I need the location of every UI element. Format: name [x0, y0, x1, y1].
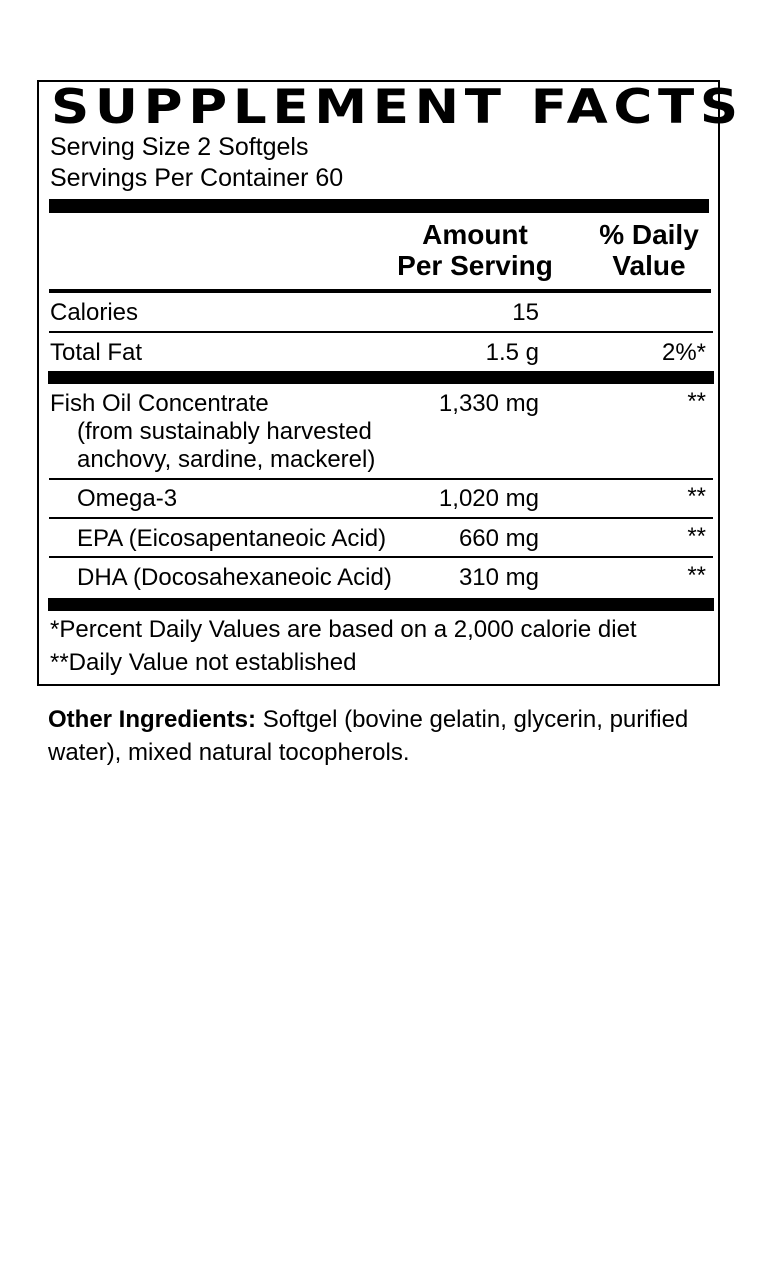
row-omega3-dv: ** [687, 483, 706, 510]
daily-value-header [584, 219, 714, 281]
row-divider [49, 331, 713, 333]
footnote-dv-not-established: **Daily Value not established [50, 649, 357, 676]
supplement-facts-panel [37, 80, 744, 686]
row-calories-amount: 15 [512, 299, 539, 326]
amount-header-line2: Per Serving [397, 250, 553, 281]
row-omega3-amount: 1,020 mg [438, 485, 539, 512]
amount-header-line1: Amount [422, 219, 528, 250]
row-calories-name: Calories [50, 299, 139, 326]
row-dha-amount: 310 mg [458, 564, 539, 591]
row-total-fat-name: Total Fat [50, 339, 143, 366]
row-divider [49, 478, 713, 480]
row-epa-dv: ** [687, 523, 706, 550]
daily-value-header-line2: Value [612, 250, 686, 281]
row-total-fat-dv: 2%* [661, 339, 706, 366]
servings-per-container: Servings Per Container 60 [50, 164, 344, 192]
row-epa-name: EPA (Eicosapentaneoic Acid) [77, 525, 387, 552]
row-fish-oil-amount: 1,330 mg [438, 390, 539, 417]
thick-divider-top [49, 199, 709, 213]
row-fish-oil-source-line1: (from sustainably harvested [77, 418, 372, 445]
panel-title: SUPPLEMENT FACTS [51, 80, 744, 135]
row-fish-oil-dv: ** [687, 388, 706, 415]
daily-value-header-line1: % Daily [599, 219, 699, 250]
row-fish-oil-name: Fish Oil Concentrate [50, 390, 269, 417]
thick-divider-middle [48, 371, 714, 384]
amount-header [385, 219, 565, 281]
header-divider [49, 289, 711, 293]
row-epa-amount: 660 mg [458, 525, 539, 552]
row-dha-dv: ** [687, 562, 706, 589]
row-fish-oil-source-line2: anchovy, sardine, mackerel) [77, 446, 376, 473]
other-ingredients-text: Softgel (bovine gelatin, glycerin, purified water), mixed natural tocopherols. [48, 706, 689, 766]
row-dha-name: DHA (Docosahexaneoic Acid) [77, 564, 392, 591]
row-divider [49, 556, 713, 558]
serving-size: Serving Size 2 Softgels [50, 133, 309, 161]
other-ingredients [48, 703, 728, 769]
row-total-fat-amount: 1.5 g [485, 339, 539, 366]
footnote-percent-dv: *Percent Daily Values are based on a 2,000 calorie diet [50, 616, 637, 643]
thick-divider-bottom [48, 598, 714, 611]
other-ingredients-label: Other Ingredients: [48, 706, 257, 733]
row-omega3-name: Omega-3 [77, 485, 178, 512]
row-divider [49, 517, 713, 519]
